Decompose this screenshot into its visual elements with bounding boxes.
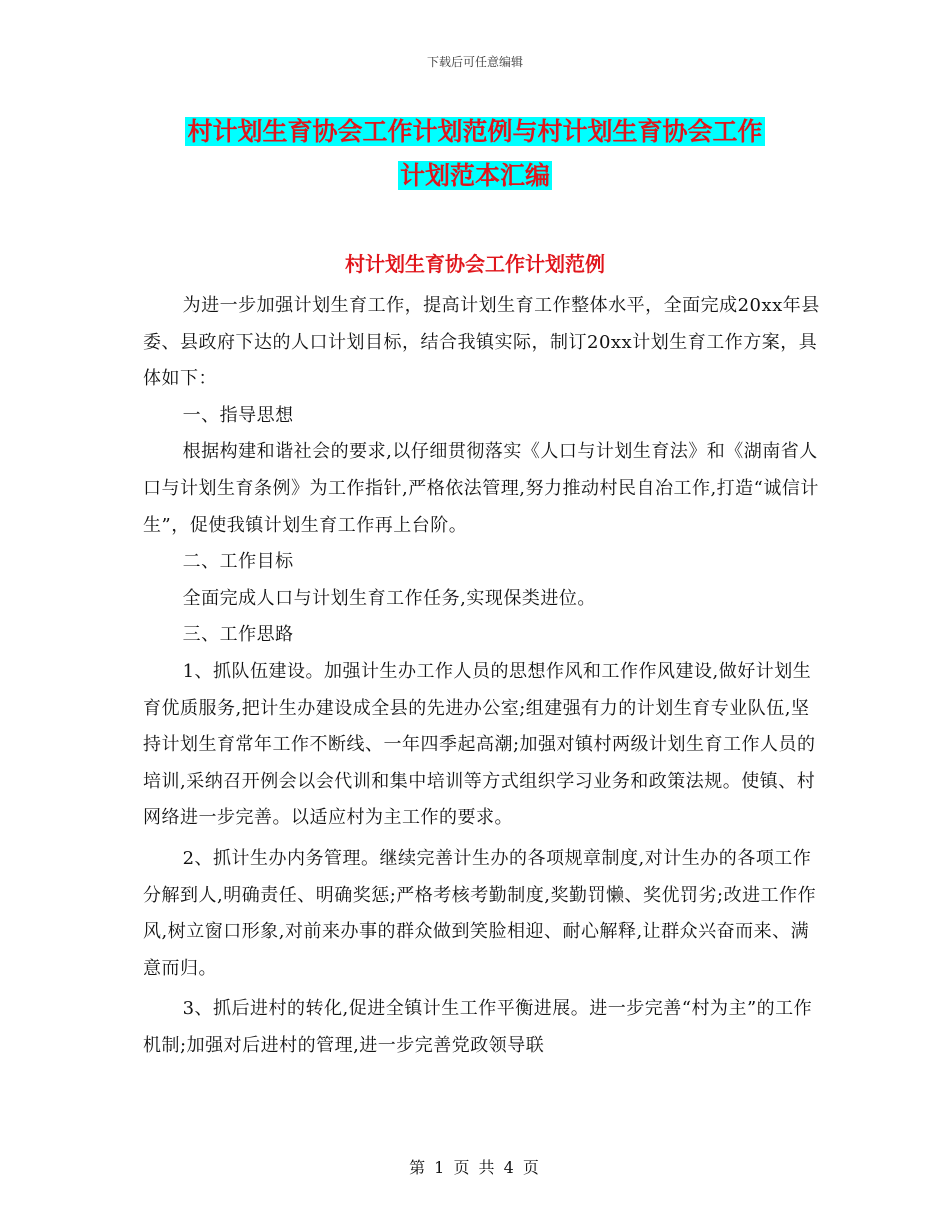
paragraph-approach-2: 2、抓计生办内务管理。继续完善计生办的各项规章制度,对计生办的各项工作分解到人,明确责任、明确奖惩;严格考核考勤制度,奖勤罚懒、奖优罚劣;改进工作作风,树立窗口形象,对前来办事的群众做到笑脸相迎、耐心解释,让群众兴奋而来、满意而归。 [143,847,817,979]
page-footer: 第 1 页 共 4 页 [409,1158,541,1177]
document-title-line-1: 村计划生育协会工作计划范例与村计划生育协会工作 [187,117,763,146]
header-note: 下载后可任意编辑 [426,55,523,69]
document-title-line-2: 计划范本汇编 [399,161,550,190]
paragraph-intro: 为进一步加强计划生育工作，提高计划生育工作整体水平，全面完成20xx年县委、县政府下达的人口计划目标，结合我镇实际，制订20xx计划生育工作方案，具体如下： [143,295,820,390]
heading-work-goals: 二、工作目标 [182,551,294,573]
heading-guiding-ideology: 一、指导思想 [182,404,294,426]
paragraph-work-goals: 全面完成人口与计划生育工作任务,实现保类进位。 [182,587,596,609]
heading-work-approach: 三、工作思路 [182,624,294,646]
document-title [150,110,800,198]
paragraph-guiding-ideology: 根据构建和谐社会的要求,以仔细贯彻落实《人口与计划生育法》和《湖南省人口与计划生育条例》为工作指针,严格依法管理,努力推动村民自冶工作,打造“诚信计生”，促使我镇计划生育工作再上台阶。 [143,441,819,536]
section-title: 村计划生育协会工作计划范例 [345,252,605,276]
paragraph-approach-1: 1、抓队伍建设。加强计生办工作人员的思想作风和工作作风建设,做好计划生育优质服务,把计生办建设成全县的先进办公室;组建强有力的计划生育专业队伍,坚持计划生育常年工作不断线、一年四季起高潮;加强对镇村两级计划生育工作人员的培训,采纳召开例会以会代训和集中培训等方式组织学习业务和政策法规。使镇、村网络进一步完善。以适应村为主工作的要求。 [143,660,816,829]
body-text [143,288,823,1064]
paragraph-approach-3: 3、抓后进村的转化,促进全镇计生工作平衡进展。进一步完善“村为主”的工作机制;加强对后进村的管理,进一步完善党政领导联 [143,998,813,1056]
